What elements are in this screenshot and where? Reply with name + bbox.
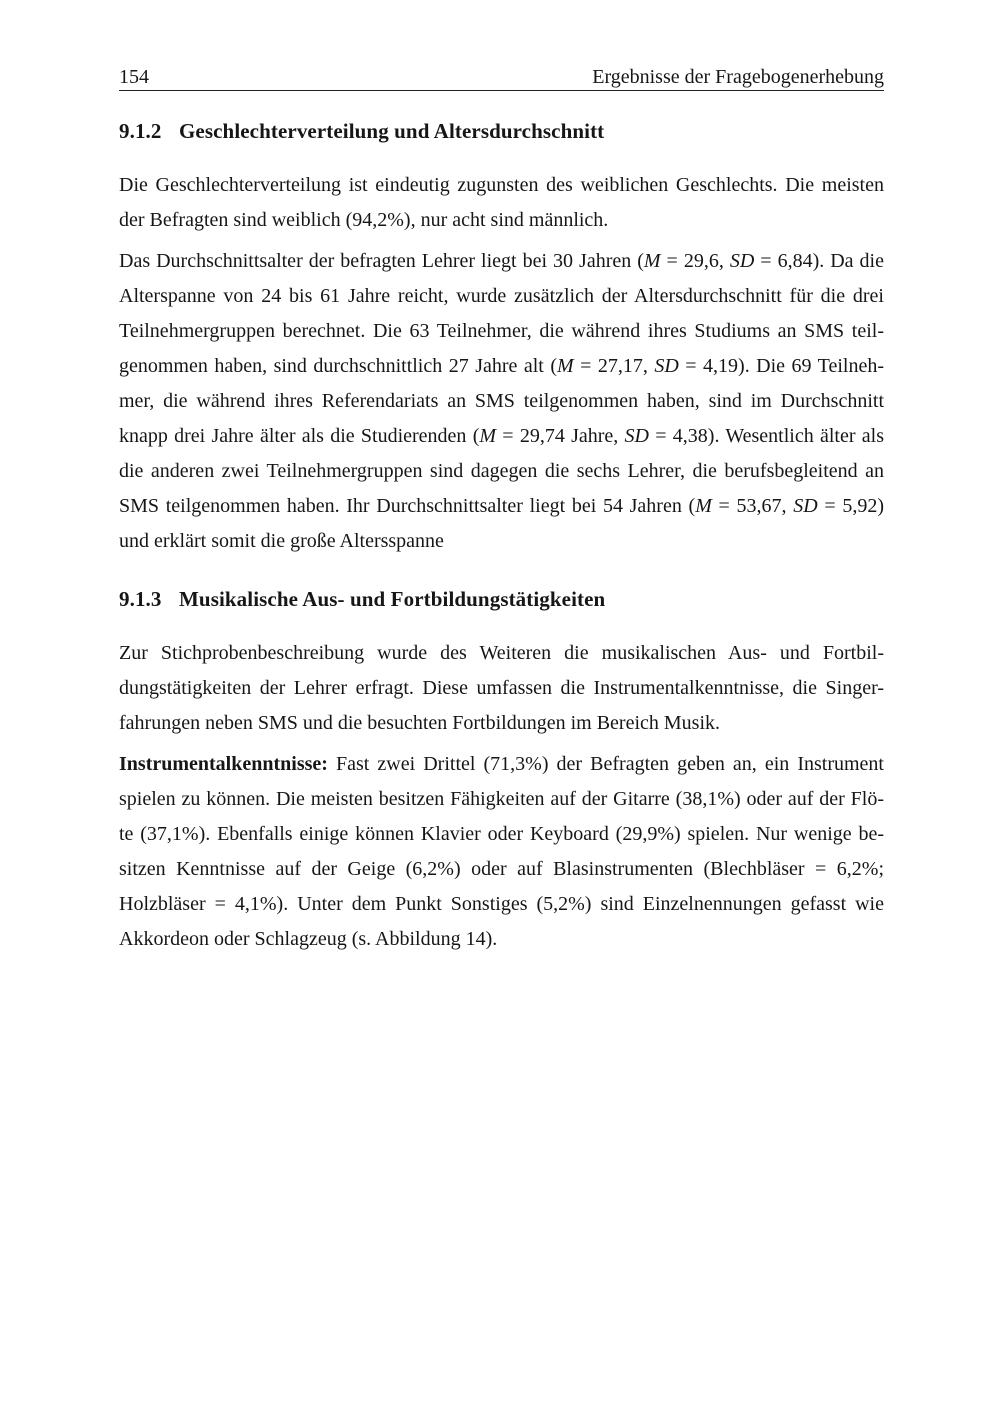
text-line <box>119 636 884 671</box>
text-line <box>119 454 884 489</box>
text-run: dungstätigkeiten der Lehrer erfragt. Diese umfassen die Instrumentalkenntnisse, die Singer- <box>119 677 884 699</box>
text-run: genommen haben, sind durchschnittlich 27 Jahre alt ( <box>119 355 557 377</box>
text-run: = 29,6, <box>660 250 730 272</box>
text-line <box>119 489 884 524</box>
text-run: = 27,17, <box>573 355 655 377</box>
text-run: Teilnehmergruppen berechnet. Die 63 Teilnehmer, die während ihres Studiums an SMS teil- <box>119 320 884 342</box>
text-line <box>119 706 884 741</box>
text-line <box>119 524 884 559</box>
text-line <box>119 922 884 957</box>
italic-run: SD <box>793 495 818 517</box>
paragraph <box>119 636 884 741</box>
italic-run: M <box>695 495 712 517</box>
text-line <box>119 244 884 279</box>
page-number: 154 <box>119 66 149 88</box>
section-number: 9.1.2 <box>119 119 162 143</box>
text-run: = 53,67, <box>711 495 794 517</box>
section-heading-9.1.2 <box>119 117 884 145</box>
text-line <box>119 349 884 384</box>
text-line <box>119 817 884 852</box>
text-run: und erklärt somit die große Altersspanne <box>119 530 444 552</box>
text-line <box>119 887 884 922</box>
text-line <box>119 384 884 419</box>
text-run: SMS teilgenommen haben. Ihr Durchschnittsalter liegt bei 54 Jahren ( <box>119 495 696 517</box>
text-run: fahrungen neben SMS und die besuchten Fortbildungen im Bereich Musik. <box>119 712 721 734</box>
text-run: Alterspanne von 24 bis 61 Jahre reicht, wurde zusätzlich der Altersdurchschnitt für die drei <box>119 285 884 307</box>
section-title: Musikalische Aus- und Fortbildungstätigkeiten <box>179 587 606 611</box>
text-run: Das Durchschnittsalter der befragten Lehrer liegt bei 30 Jahren ( <box>119 250 644 272</box>
italic-run: SD <box>624 425 649 447</box>
section-heading-9.1.3 <box>119 585 884 613</box>
text-run: = 29,74 Jahre, <box>496 425 625 447</box>
text-line <box>119 782 884 817</box>
text-run: der Befragten sind weiblich (94,2%), nur acht sind männlich. <box>119 209 609 231</box>
text-run: = 4,19). Die 69 Teilneh- <box>678 355 884 377</box>
document-page <box>119 0 884 957</box>
text-run: sitzen Kenntnisse auf der Geige (6,2%) oder auf Blasinstrumenten (Blechbläser = 6,2%; <box>119 858 884 880</box>
italic-run: SD <box>729 250 755 272</box>
text-line <box>119 168 884 203</box>
text-line <box>119 671 884 706</box>
section-number: 9.1.3 <box>119 587 162 611</box>
text-line <box>119 279 884 314</box>
text-run: = 4,38). Wesentlich älter als <box>649 425 884 447</box>
italic-run: M <box>643 250 661 272</box>
italic-run: M <box>556 355 574 377</box>
text-run: Akkordeon oder Schlagzeug (s. Abbildung 14). <box>119 928 498 950</box>
text-run: = 5,92) <box>817 495 884 517</box>
text-run: mer, die während ihres Referendariats an SMS teilgenommen haben, sind im Durchschnitt <box>119 390 884 412</box>
paragraph <box>119 244 884 559</box>
text-run: Zur Stichprobenbeschreibung wurde des Weiteren die musikalischen Aus- und Fortbil- <box>119 642 884 664</box>
text-run: Die Geschlechterverteilung ist eindeutig zugunsten des weiblichen Geschlechts. Die meisten <box>119 174 884 196</box>
text-run: die anderen zwei Teilnehmergruppen sind dagegen die sechs Lehrer, die berufsbegleitend an <box>119 460 884 482</box>
italic-run: SD <box>654 355 679 377</box>
text-line <box>119 314 884 349</box>
paragraph <box>119 168 884 238</box>
section-title: Geschlechterverteilung und Altersdurchschnitt <box>179 119 605 143</box>
bold-run: Instrumentalkenntnisse: <box>119 753 328 775</box>
text-run: Holzbläser = 4,1%). Unter dem Punkt Sonstiges (5,2%) sind Einzelnennungen gefasst wie <box>119 893 884 915</box>
page-header <box>119 0 884 91</box>
running-title: Ergebnisse der Fragebogenerhebung <box>592 66 884 88</box>
paragraph <box>119 747 884 957</box>
text-line <box>119 419 884 454</box>
text-run: spielen zu können. Die meisten besitzen Fähigkeiten auf der Gitarre (38,1%) oder auf der Flö- <box>119 788 884 810</box>
text-run: = 6,84). Da die <box>754 250 884 272</box>
text-run: Fast zwei Drittel (71,3%) der Befragten geben an, ein Instrument <box>327 753 884 775</box>
italic-run: M <box>479 425 497 447</box>
text-line <box>119 747 884 782</box>
text-run: knapp drei Jahre älter als die Studierenden ( <box>119 425 480 447</box>
text-line <box>119 203 884 238</box>
text-line <box>119 852 884 887</box>
text-run: te (37,1%). Ebenfalls einige können Klavier oder Keyboard (29,9%) spielen. Nur wenige be- <box>119 823 884 845</box>
page-body <box>119 117 884 957</box>
